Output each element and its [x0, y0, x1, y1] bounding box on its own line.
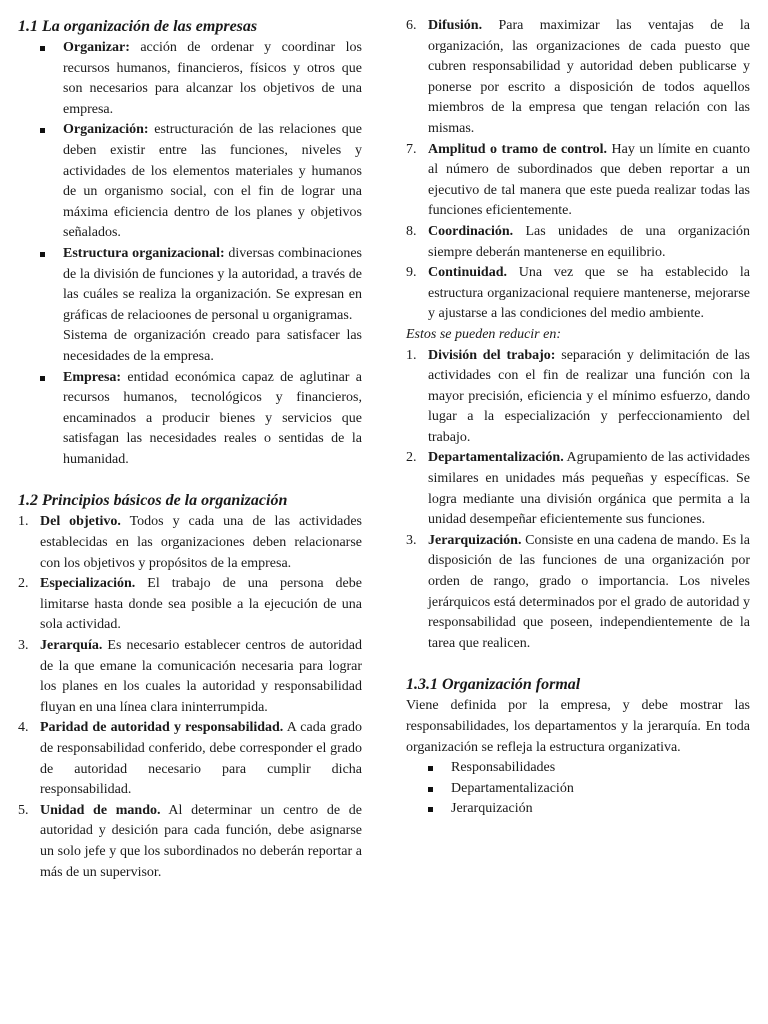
principle-term: Departamentalización.: [428, 450, 564, 466]
principles-list-continued: [406, 16, 750, 325]
bullet-text: Departamentalización: [451, 780, 574, 796]
list-item: [406, 140, 750, 222]
list-item: [18, 636, 362, 718]
item-number: 9.: [406, 265, 417, 281]
principle-term: Del objetivo.: [40, 514, 121, 530]
right-column: [406, 16, 750, 820]
list-item: [406, 263, 750, 325]
definition-term: Organizar:: [63, 40, 130, 55]
list-item: [406, 346, 750, 449]
list-item: [18, 512, 362, 574]
item-number: 5.: [18, 802, 29, 818]
bullet-square-icon: [428, 807, 433, 812]
list-item: [18, 120, 362, 244]
list-item: [18, 368, 362, 471]
list-item: [18, 244, 362, 368]
item-number: 6.: [406, 18, 417, 33]
list-item: [18, 38, 362, 120]
principle-term: Jerarquización.: [428, 532, 522, 548]
definition-text: acción de ordenar y coordinar los recursos humanos, financieros, físicos y otros que son necesarios para alcanzar los objetivos de una empresa.: [63, 40, 362, 117]
item-number: 8.: [406, 223, 417, 239]
principle-text: Para maximizar las ventajas de la organización, las organizaciones de cada puesto que cubren responsabilidad y autoridad deben publicarse y ponerse por escrito a disposición de todos aquellos miembros de la empresa que tengan relación con las mismas.: [428, 18, 750, 136]
section-heading-organizacion-formal: 1.3.1 Organización formal: [406, 676, 581, 694]
list-item: [406, 16, 750, 140]
item-number: 2.: [406, 450, 417, 466]
item-number: 7.: [406, 141, 417, 157]
bullet-square-icon: [40, 46, 45, 51]
principle-text: Las unidades de una organización siempre deberán mantenerse en equilibrio.: [428, 223, 750, 260]
definition-text: entidad económica capaz de aglutinar a recursos humanos, tecnológicos y financieros, encaminados a producir bienes y servicios que satisfagan las necesidades reales o sentidas de la humanidad.: [63, 369, 362, 467]
item-number: 3.: [406, 532, 417, 548]
bullet-square-icon: [40, 376, 45, 381]
definitions-list: [18, 38, 362, 470]
principle-text: Una vez que se ha establecido la estructura organizacional requiere mantenerse, mejorarse y ajustarse a las condiciones del medio ambiente.: [428, 265, 750, 322]
definition-term: Estructura organizacional:: [63, 245, 225, 261]
principle-term: División del trabajo:: [428, 347, 556, 363]
principle-term: Especialización.: [40, 576, 136, 592]
list-item: [406, 531, 750, 655]
principle-term: Continuidad.: [428, 265, 507, 281]
definition-term: Organización:: [63, 122, 149, 138]
list-item: [406, 222, 750, 263]
principle-text: Al determinar un centro de de autoridad y desición para cada función, debe asignarse un solo jefe y que los subordinados no deberán reportar a más de un supervisor.: [40, 802, 362, 880]
principle-term: Paridad de autoridad y responsabilidad.: [40, 720, 284, 736]
principle-text: Consiste en una cadena de mando. Es la disposición de las funciones de una organización por orden de rango, grado o importancia. Los niveles jerárquicos está determinados por el grado de autoridad y responsabilidad que poseen, independientemente de la tarea que realicen.: [428, 532, 750, 651]
list-item: [18, 574, 362, 636]
formal-bullets: [406, 758, 750, 820]
principle-term: Difusión.: [428, 18, 483, 33]
principle-text: separación y delimitación de las actividades con el fin de realizar una función con la mayor precisión, eficiencia y el mínimo esfuerzo, dando lugar a la especialización y perfeccionamiento del trabajo.: [428, 347, 750, 445]
definition-text: estructuración de las relaciones que deben existir entre las funciones, niveles y actividades de los elementos materiales y humanos de un organismo social, con el fin de lograr una máxima eficiencia dentro de los planes y objetivos señalados.: [63, 122, 362, 241]
item-number: 1.: [18, 514, 29, 530]
bullet-square-icon: [40, 252, 45, 257]
principle-term: Amplitud o tramo de control.: [428, 141, 608, 157]
left-column: [18, 16, 362, 883]
item-number: 4.: [18, 720, 29, 736]
definition-text: diversas combinaciones de la división de funciones y la autoridad, a través de las cuáles se realiza la organización. Se expresan en gráficas de relacioones de personal u organigramas.: [63, 245, 362, 323]
definition-extra: Sistema de organización creado para satisfacer las necesidades de la empresa.: [63, 328, 362, 364]
section-heading-principios: 1.2 Principios básicos de la organización: [18, 492, 288, 510]
principle-term: Unidad de mando.: [40, 802, 161, 818]
bullet-text: Responsabilidades: [451, 760, 556, 776]
definition-term: Empresa:: [63, 369, 122, 385]
item-number: 1.: [406, 347, 417, 363]
formal-paragraph: Viene definida por la empresa, y debe mostrar las responsabilidades, los departamentos y la jerarquía. En toda organización se refleja la estructura organizativa.: [406, 698, 750, 755]
principle-text: El trabajo de una persona debe limitarse hasta donde sea posible a la ejecución de una sola actividad.: [40, 576, 362, 633]
bullet-square-icon: [428, 766, 433, 771]
item-number: 2.: [18, 576, 29, 592]
list-item: [406, 758, 750, 779]
principles-list: [18, 512, 362, 883]
bullet-text: Jerarquización: [451, 801, 533, 817]
principle-text: Agrupamiento de las actividades similares en unidades más pequeñas y específicas. Se logra mediante una división orgánica que permita a la unidad desempeñar eficientemente sus funciones.: [428, 450, 750, 528]
principle-text: A cada grado de responsabilidad conferido, debe corresponder el grado de autoridad necesario para cumplir dicha responsabilidad.: [40, 720, 362, 798]
principle-text: Es necesario establecer centros de autoridad de la que emane la comunicación necesaria para lograr los planes en los cuales la autoridad y responsabilidad fluyan en una línea clara ininterrumpida.: [40, 638, 362, 715]
list-item: [406, 448, 750, 530]
item-number: 3.: [18, 638, 29, 654]
list-item: [18, 801, 362, 883]
list-item: [406, 799, 750, 820]
reduced-principles-list: [406, 346, 750, 655]
section-heading-organizacion: 1.1 La organización de las empresas: [18, 18, 258, 35]
principle-term: Coordinación.: [428, 223, 514, 239]
bullet-square-icon: [40, 128, 45, 133]
principle-term: Jerarquía.: [40, 638, 103, 654]
principle-text: Todos y cada una de las actividades establecidas en las organizaciones deben relacionarse con los objetivos y propósitos de la empresa.: [40, 514, 362, 571]
list-item: [18, 718, 362, 800]
list-item: [406, 779, 750, 800]
principle-text: Hay un límite en cuanto al número de subordinados que deben reportar a un ejecutivo de tal manera que este pueda realizar todas las funciones eficientemente.: [428, 141, 750, 219]
reduce-note: Estos se pueden reducir en:: [406, 326, 561, 342]
bullet-square-icon: [428, 787, 433, 792]
